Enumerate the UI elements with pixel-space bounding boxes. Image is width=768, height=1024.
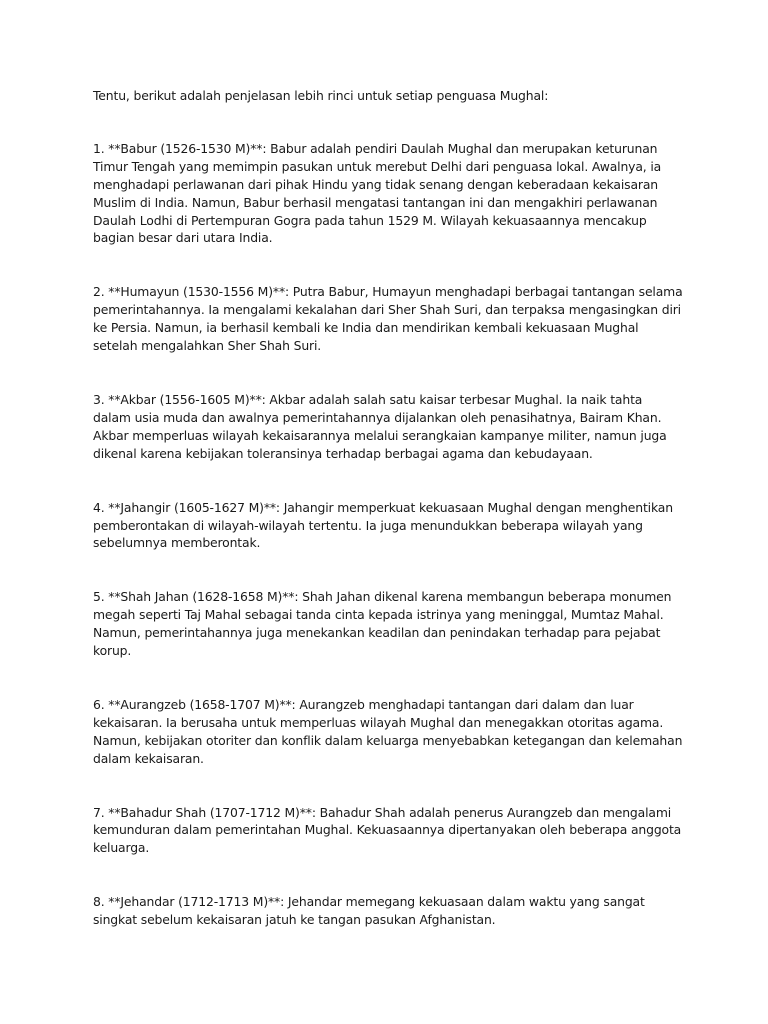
list-item-babur bbox=[93, 140, 683, 247]
list-item-jehandar bbox=[93, 893, 683, 929]
list-item-bahadur-shah bbox=[93, 804, 683, 858]
intro-paragraph: Tentu, berikut adalah penjelasan lebih rinci untuk setiap penguasa Mughal: bbox=[93, 88, 549, 103]
list-item-text: 8. **Jehandar (1712-1713 M)**: Jehandar memegang kekuasaan dalam waktu yang sangat singkat sebelum kekaisaran jatuh ke tangan pasukan Afghanistan. bbox=[93, 894, 645, 928]
document-body bbox=[93, 87, 683, 965]
list-item-jahangir bbox=[93, 499, 683, 553]
list-item-text: 2. **Humayun (1530-1556 M)**: Putra Babur, Humayun menghadapi berbagai tantangan selama pemerintahannya. Ia mengalami kekalahan dari Sher Shah Suri, dan terpaksa mengasingkan diri ke Persia. Namun, ia berhasil kembali ke India dan mendirikan kembali kekuasaan Mughal setelah mengalahkan Sher Shah Suri. bbox=[93, 284, 683, 354]
list-item-akbar bbox=[93, 391, 683, 463]
list-item-text: 7. **Bahadur Shah (1707-1712 M)**: Bahadur Shah adalah penerus Aurangzeb dan mengalami kemunduran dalam pemerintahan Mughal. Kekuasaannya dipertanyakan oleh beberapa anggota keluarga. bbox=[93, 804, 682, 856]
list-item-humayun bbox=[93, 283, 683, 355]
list-item-aurangzeb bbox=[93, 696, 683, 768]
list-item-text: 4. **Jahangir (1605-1627 M)**: Jahangir memperkuat kekuasaan Mughal dengan menghentikan pemberontakan di wilayah-wilayah tertentu. Ia juga menundukkan beberapa wilayah yang sebelumnya memberontak. bbox=[93, 499, 673, 551]
list-item-text: 3. **Akbar (1556-1605 M)**: Akbar adalah salah satu kaisar terbesar Mughal. Ia naik tahta dalam usia muda dan awalnya pemerintahannya dijalankan oleh penasihatnya, Bairam Khan. Akbar memperluas wilayah kekaisarannya melalui serangkaian kampanye militer, namun juga dikenal karena kebijakan toleransinya terhadap berbagai agama dan kebudayaan. bbox=[93, 391, 667, 461]
list-item-text: 5. **Shah Jahan (1628-1658 M)**: Shah Jahan dikenal karena membangun beberapa monumen megah seperti Taj Mahal sebagai tanda cinta kepada istrinya yang meninggal, Mumtaz Mahal. Namun, pemerintahannya juga menekankan keadilan dan penindakan terhadap para pejabat korup. bbox=[93, 589, 672, 659]
list-item-shah-jahan bbox=[93, 588, 683, 660]
list-item-text: 6. **Aurangzeb (1658-1707 M)**: Aurangzeb menghadapi tantangan dari dalam dan luar kekaisaran. Ia berusaha untuk memperluas wilayah Mughal dan menegakkan otoritas agama. Namun, kebijakan otoriter dan konflik dalam keluarga menyebabkan ketegangan dan kelemahan dalam kekaisaran. bbox=[93, 696, 683, 766]
list-item-text: 1. **Babur (1526-1530 M)**: Babur adalah pendiri Daulah Mughal dan merupakan keturunan Timur Tengah yang memimpin pasukan untuk merebut Delhi dari penguasa lokal. Awalnya, ia menghadapi perlawanan dari pihak Hindu yang tidak senang dengan keberadaan kekaisaran Muslim di India. Namun, Babur berhasil mengatasi tantangan ini dan mengakhiri perlawanan Daulah Lodhi di Pertempuran Gogra pada tahun 1529 M. Wilayah kekuasaannya mencakup bagian besar dari utara India. bbox=[93, 140, 662, 246]
